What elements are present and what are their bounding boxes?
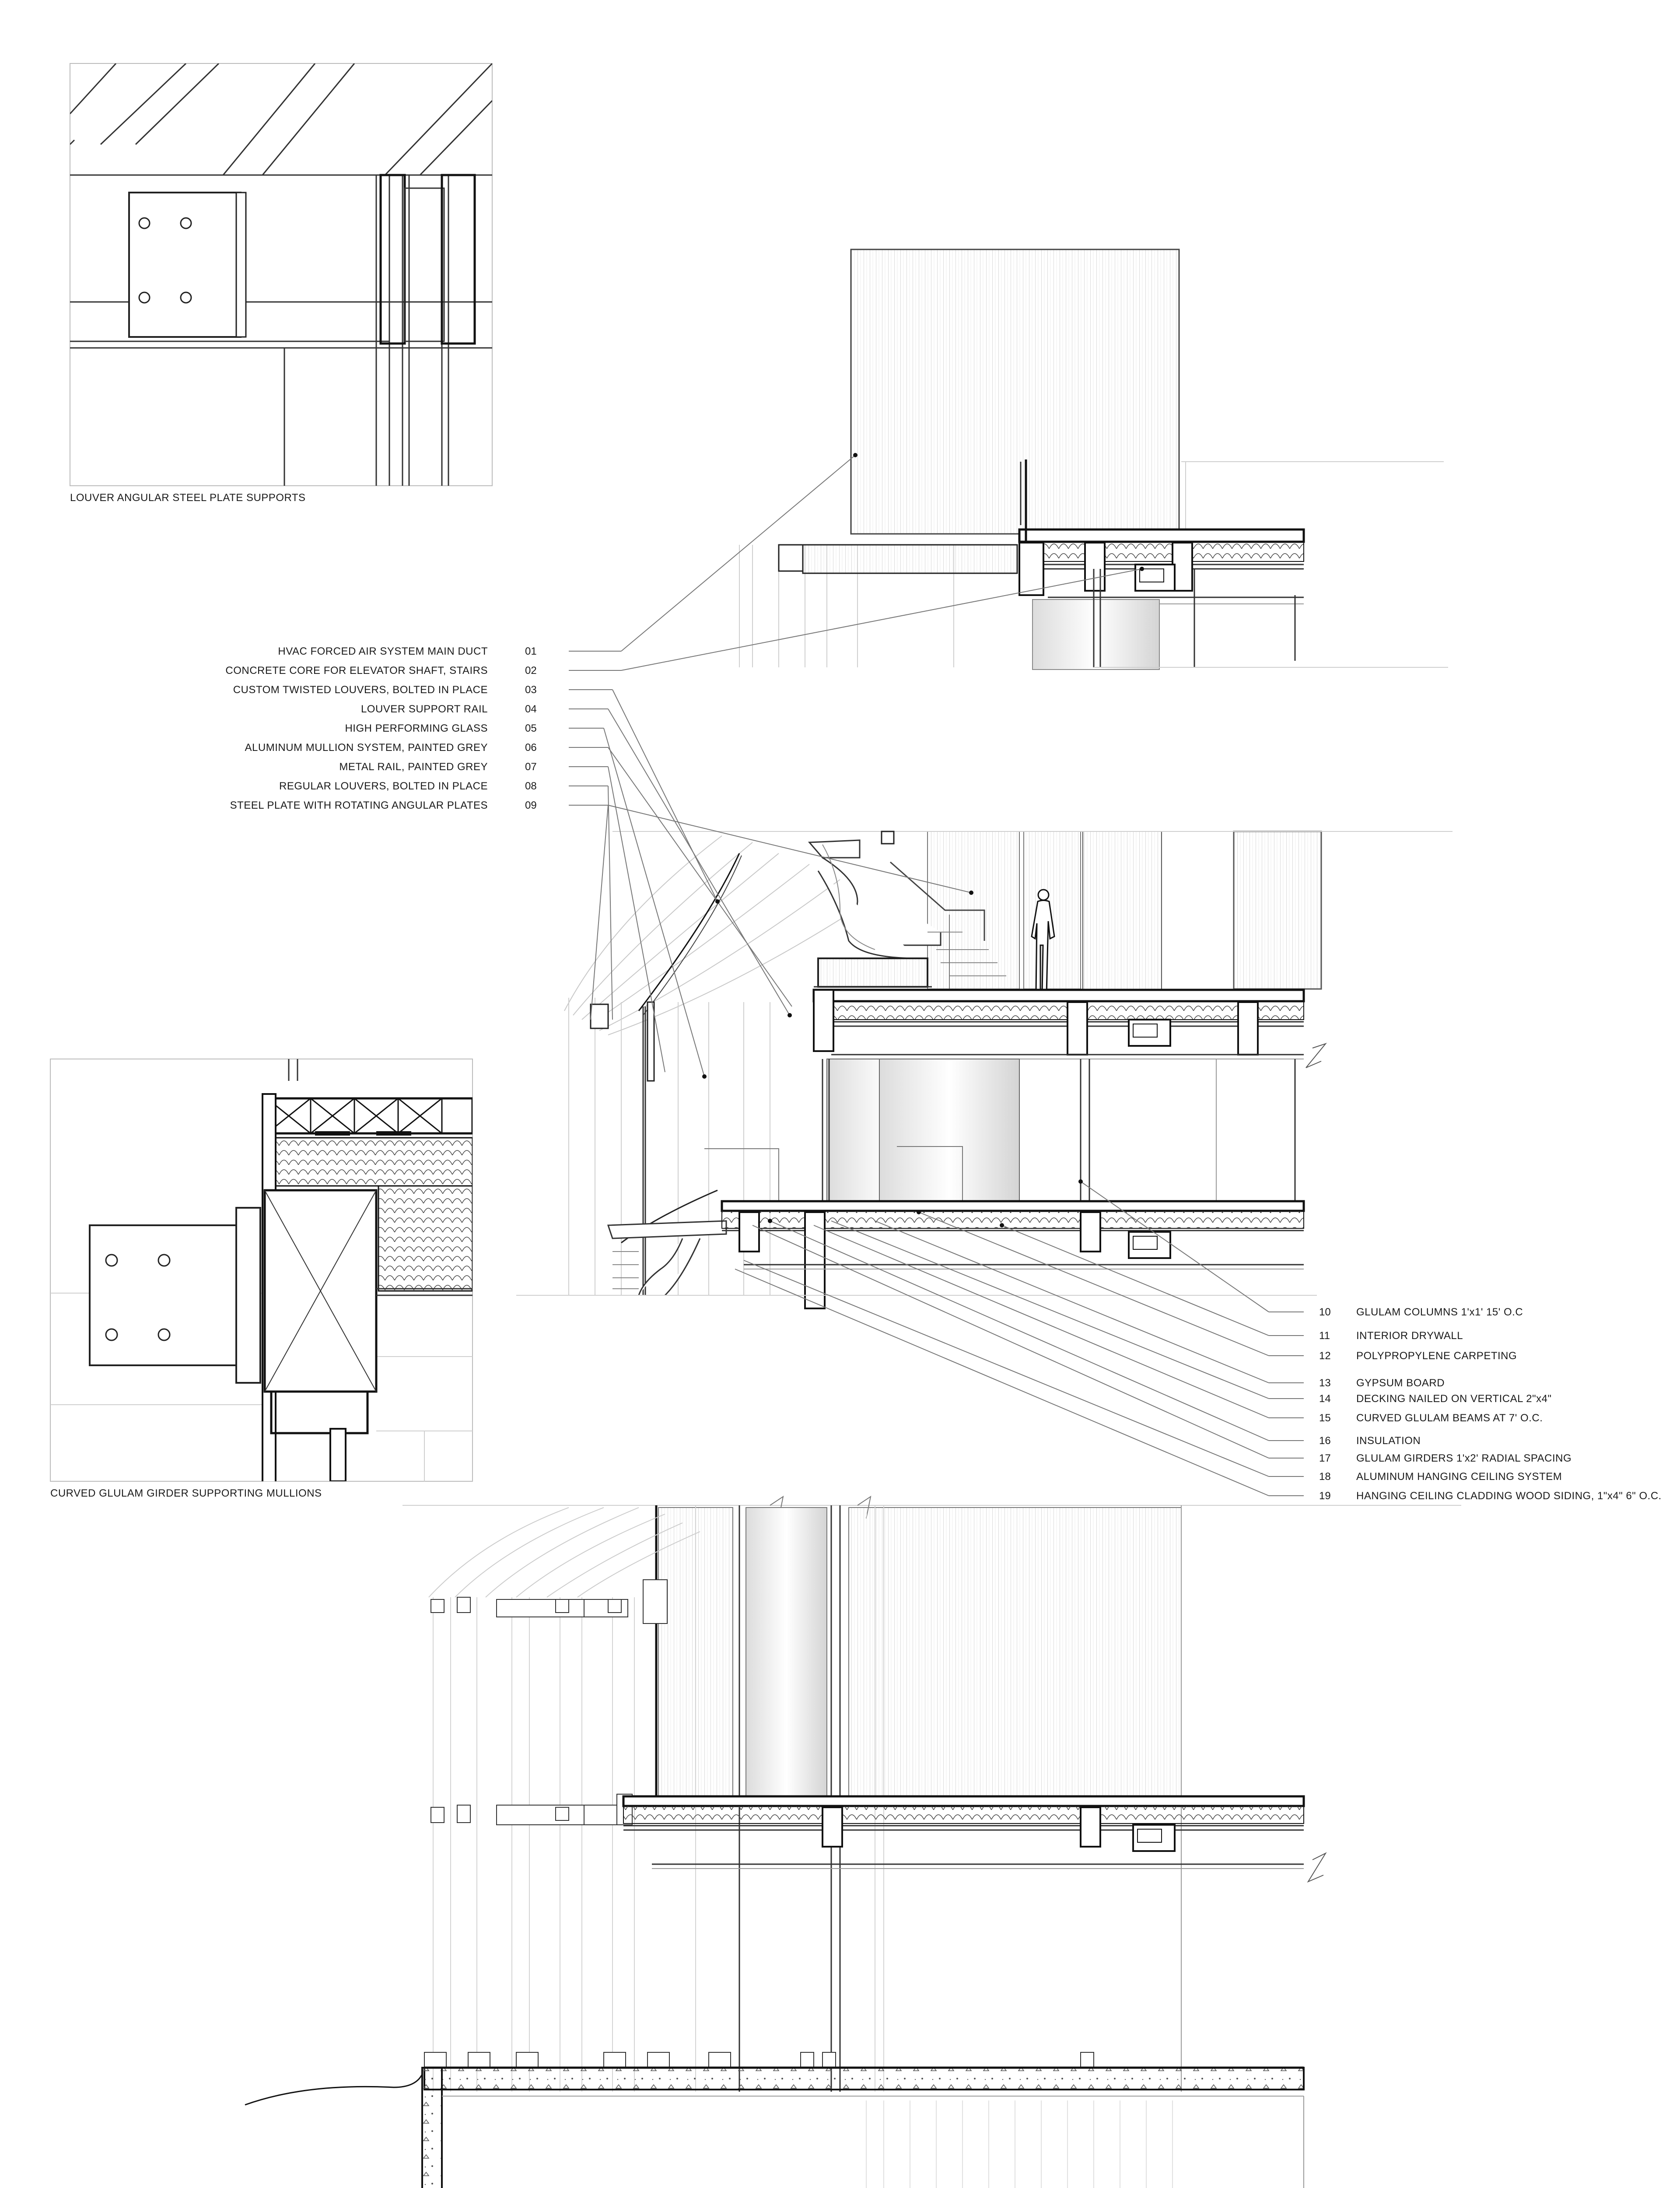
legend-num-14: 14: [1319, 1393, 1331, 1405]
legend-label-07: METAL RAIL, PAINTED GREY: [339, 761, 488, 773]
legend-label-08: REGULAR LOUVERS, BOLTED IN PLACE: [279, 780, 488, 792]
top-level-section: [739, 249, 1448, 670]
girder-detail: [50, 1059, 472, 1514]
legend-num-18: 18: [1319, 1471, 1331, 1483]
legend-num-05: 05: [525, 722, 537, 734]
legend-label-09: STEEL PLATE WITH ROTATING ANGULAR PLATES: [230, 799, 488, 811]
legend-num-01: 01: [525, 645, 537, 657]
legend-label-17: GLULAM GIRDERS 1'x2' RADIAL SPACING: [1356, 1452, 1572, 1464]
legend-label-11: INTERIOR DRYWALL: [1356, 1330, 1463, 1342]
legend-num-09: 09: [525, 799, 537, 811]
legend-num-15: 15: [1319, 1412, 1331, 1424]
middle-level-section: [516, 831, 1452, 1308]
legend-num-19: 19: [1319, 1490, 1331, 1502]
lower-level-section: [245, 1497, 1461, 2188]
legend-label-06: ALUMINUM MULLION SYSTEM, PAINTED GREY: [245, 742, 488, 754]
legend-num-07: 07: [525, 761, 537, 773]
legend-label-15: CURVED GLULAM BEAMS AT 7' O.C.: [1356, 1412, 1543, 1424]
louver-plate-detail: [70, 63, 492, 504]
legend-num-12: 12: [1319, 1350, 1331, 1362]
legend-num-08: 08: [525, 780, 537, 792]
legend-num-10: 10: [1319, 1306, 1331, 1318]
legend-label-04: LOUVER SUPPORT RAIL: [360, 703, 488, 715]
legend-label-18: ALUMINUM HANGING CEILING SYSTEM: [1356, 1471, 1562, 1483]
legend-num-17: 17: [1319, 1452, 1331, 1464]
legend-num-16: 16: [1319, 1435, 1331, 1447]
legend-label-19: HANGING CEILING CLADDING WOOD SIDING, 1"x4" 6" O.C.: [1356, 1490, 1662, 1502]
girder-detail-caption: CURVED GLULAM GIRDER SUPPORTING MULLIONS: [50, 1487, 322, 1499]
legend-label-03: CUSTOM TWISTED LOUVERS, BOLTED IN PLACE: [233, 684, 488, 696]
legend-num-06: 06: [525, 742, 537, 754]
legend-num-13: 13: [1319, 1377, 1331, 1389]
legend-label-14: DECKING NAILED ON VERTICAL 2"x4": [1356, 1393, 1552, 1405]
legend-label-05: HIGH PERFORMING GLASS: [345, 722, 488, 734]
legend-num-11: 11: [1319, 1330, 1330, 1342]
legend-num-03: 03: [525, 684, 537, 696]
legend-num-04: 04: [525, 703, 537, 715]
legend-label-10: GLULAM COLUMNS 1'x1' 15' O.C: [1356, 1306, 1523, 1318]
legend-lower: [1319, 1306, 1662, 1502]
legend-num-02: 02: [525, 665, 537, 677]
legend-label-13: GYPSUM BOARD: [1356, 1377, 1445, 1389]
legend-label-02: CONCRETE CORE FOR ELEVATOR SHAFT, STAIRS: [225, 665, 488, 677]
legend-label-01: HVAC FORCED AIR SYSTEM MAIN DUCT: [278, 645, 488, 657]
legend-label-12: POLYPROPYLENE CARPETING: [1356, 1350, 1517, 1362]
legend-upper: [225, 645, 536, 811]
louver-detail-caption: LOUVER ANGULAR STEEL PLATE SUPPORTS: [70, 492, 306, 504]
legend-label-16: INSULATION: [1356, 1435, 1421, 1447]
